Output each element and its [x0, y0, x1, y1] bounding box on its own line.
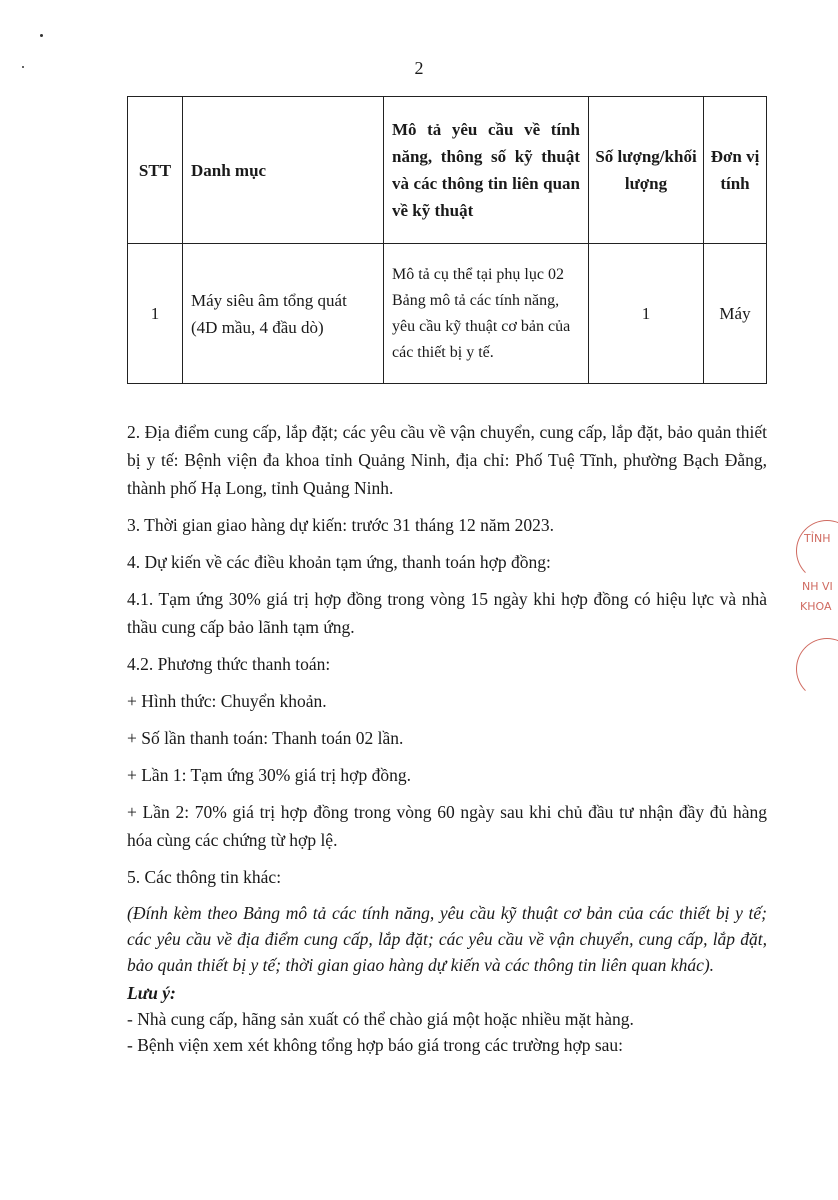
- note-title: Lưu ý:: [127, 983, 176, 1003]
- seal-text: TỈNH: [804, 532, 831, 545]
- section-4-2-method: 4.2. Phương thức thanh toán:: [127, 654, 331, 674]
- red-seal-stamp: [796, 520, 838, 690]
- section-4-payment-terms: 4. Dự kiến về các điều khoản tạm ứng, thanh toán hợp đồng:: [127, 552, 551, 572]
- cell-qty: 1: [589, 244, 704, 384]
- document-body: [127, 418, 767, 1058]
- header-desc: Mô tả yêu cầu về tính năng, thông số kỹ thuật và các thông tin liên quan về kỹ thuật: [384, 97, 589, 244]
- seal-text: KHOA: [800, 600, 832, 613]
- seal-arc: [796, 520, 838, 582]
- cell-desc: Mô tả cụ thể tại phụ lục 02 Bảng mô tả các tính năng, yêu cầu kỹ thuật cơ bản của các thiết bị y tế.: [384, 244, 589, 384]
- seal-text: NH VI: [802, 580, 833, 593]
- section-2-location: 2. Địa điểm cung cấp, lắp đặt; các yêu cầu về vận chuyển, cung cấp, lắp đặt, bảo quản thiết bị y tế: Bệnh viện đa khoa tỉnh Quảng Ninh, địa chỉ: Phố Tuệ Tĩnh, phường Bạch Đằng, thành phố Hạ Long, tỉnh Quảng Ninh.: [127, 422, 767, 498]
- note-item: - Bệnh viện xem xét không tổng hợp báo giá trong các trường hợp sau:: [127, 1035, 624, 1055]
- payment-form-item: + Hình thức: Chuyển khoản.: [127, 691, 327, 711]
- note-item: - Nhà cung cấp, hãng sản xuất có thể chào giá một hoặc nhiều mặt hàng.: [127, 1009, 634, 1029]
- header-stt: STT: [128, 97, 183, 244]
- header-unit: Đơn vị tính: [704, 97, 767, 244]
- section-4-1-advance: 4.1. Tạm ứng 30% giá trị hợp đồng trong vòng 15 ngày khi hợp đồng có hiệu lực và nhà thầu cung cấp bảo lãnh tạm ứng.: [127, 589, 767, 637]
- section-3-delivery: 3. Thời gian giao hàng dự kiến: trước 31 tháng 12 năm 2023.: [127, 515, 554, 535]
- table-row: [128, 244, 767, 384]
- payment-count-item: + Số lần thanh toán: Thanh toán 02 lần.: [127, 728, 404, 748]
- cell-name: Máy siêu âm tổng quát (4D mầu, 4 đầu dò): [183, 244, 384, 384]
- seal-arc: [796, 638, 838, 700]
- cell-stt: 1: [128, 244, 183, 384]
- section-5-other: 5. Các thông tin khác:: [127, 867, 282, 887]
- scan-speck: [40, 34, 43, 37]
- payment-second-item: + Lần 2: 70% giá trị hợp đồng trong vòng 60 ngày sau khi chủ đầu tư nhận đầy đủ hàng hóa cùng các chứng từ hợp lệ.: [127, 802, 767, 850]
- header-name: Danh mục: [183, 97, 384, 244]
- section-5-italic-note: (Đính kèm theo Bảng mô tả các tính năng, yêu cầu kỹ thuật cơ bản của các thiết bị y tế; các yêu cầu về địa điểm cung cấp, lắp đặt; các yêu cầu về vận chuyển, cung cấp, lắp đặt, bảo quản thiết bị y tế; thời gian giao hàng dự kiến và các thông tin liên quan khác).: [127, 903, 767, 975]
- payment-first-item: + Lần 1: Tạm ứng 30% giá trị hợp đồng.: [127, 765, 411, 785]
- table-header-row: [128, 97, 767, 244]
- spec-table: [127, 96, 767, 384]
- cell-unit: Máy: [704, 244, 767, 384]
- page-number: 2: [414, 58, 424, 78]
- header-qty: Số lượng/khối lượng: [589, 97, 704, 244]
